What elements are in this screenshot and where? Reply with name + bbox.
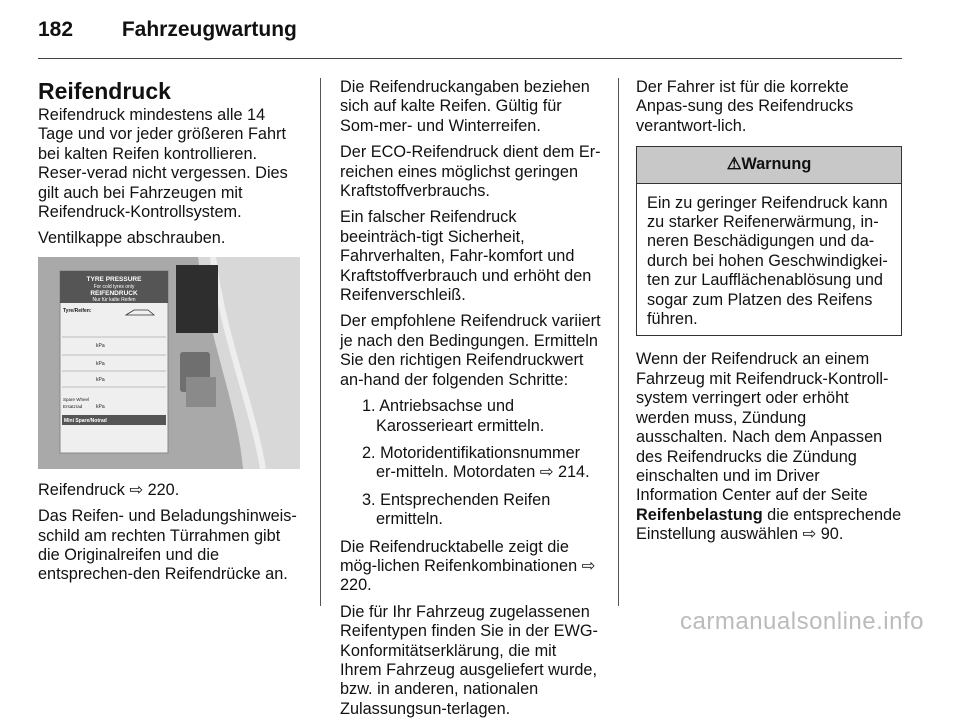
paragraph: Reifendruck mindestens alle 14 Tage und vor jeder größeren Fahrt bei kalten Reifen kontrollieren. Reser-verad nicht vergessen. Dies gilt auch bei Fahrzeugen mit Reifendruck-Kontrollsystem. <box>38 106 288 222</box>
paragraph: Der empfohlene Reifendruck variiert je nach den Bedingungen. Ermitteln Sie den richtigen Reifendruckwert an-hand der folgenden Schritte: <box>340 312 601 389</box>
page-header <box>38 18 297 42</box>
label-text: For cold tyres only <box>93 283 135 290</box>
label-text: Tyre/Reifen: <box>63 307 92 314</box>
label-text: Ersatzrad <box>63 403 83 409</box>
label-text: kPa <box>96 376 105 383</box>
list-item: 1. Antriebsachse und Karosserieart ermitteln. <box>362 397 545 435</box>
paragraph-text: die entsprechende Einstellung auswählen ⇨ 90. <box>636 505 902 544</box>
label-text: Mini Spare/Notrad <box>64 417 107 424</box>
tyre-pressure-label-photo <box>38 257 300 469</box>
paragraph: Die Reifendruckangaben beziehen sich auf kalte Reifen. Gültig für Som-mer- und Winterreifen. <box>340 78 590 135</box>
list-item: 2. Motoridentifikationsnummer er-mitteln. Motordaten ⇨ 214. <box>362 443 590 482</box>
door-frame-illustration <box>38 257 300 469</box>
chapter-title: Fahrzeugwartung <box>121 18 297 41</box>
warning-text: Ein zu geringer Reifendruck kann zu starker Reifenerwärmung, in-neren Beschädigungen und da-durch bei hohen Geschwindigkei-ten zur Laufflächenablösung und sogar zum Platzen des Reifens führen. <box>647 193 888 329</box>
paragraph: Ein falscher Reifendruck beeinträch-tigt Sicherheit, Fahrverhalten, Fahr-komfort und Kraftstoffverbrauch und erhöht den Reifenverschleiß. <box>340 208 592 305</box>
paragraph: Die Reifendrucktabelle zeigt die mög-lichen Reifenkombinationen ⇨ 220. <box>340 537 596 595</box>
paragraph: Reifendruck ⇨ 220. <box>38 480 180 499</box>
label-text: TYRE PRESSURE <box>86 275 142 283</box>
label-text: Nur für kalte Reifen <box>92 296 136 303</box>
warning-box <box>636 146 902 336</box>
section-heading: Reifendruck <box>38 78 171 104</box>
paragraph: Der ECO-Reifendruck dient dem Er-reichen eines möglichst geringen Kraftstoffverbrauchs. <box>340 143 601 201</box>
label-text: kPa <box>96 360 105 367</box>
column-divider <box>618 78 619 606</box>
paragraph <box>636 350 902 544</box>
menu-reference: Reifenbelastung <box>636 505 763 524</box>
column-3 <box>636 78 902 552</box>
watermark: carmanualsonline.info <box>680 608 924 635</box>
paragraph: Der Fahrer ist für die korrekte Anpas-sung des Reifendrucks verantwort-lich. <box>636 78 854 135</box>
paragraph: Das Reifen- und Beladungshinweis-schild am rechten Türrahmen gibt die Originalreifen und die entsprechen-den Reifendrücke an. <box>38 507 297 584</box>
label-text: Spare Wheel <box>63 396 90 402</box>
label-text: kPa <box>96 403 105 410</box>
column-1 <box>38 78 300 592</box>
list-item: 3. Entsprechenden Reifen ermitteln. <box>362 490 551 529</box>
column-2 <box>340 78 602 726</box>
page-number: 182 <box>38 18 74 41</box>
paragraph-text: Wenn der Reifendruck an einem Fahrzeug mit Reifendruck-Kontroll-system verringert oder erhöht werden muss, Zündung ausschalten. Nach dem Anpassen des Reifendrucks die Zündung einschalten und im Driver Information Center auf der Seite <box>636 350 889 505</box>
label-text: REIFENDRUCK <box>90 289 138 297</box>
paragraph: Die für Ihr Fahrzeug zugelassenen Reifentypen finden Sie in der EWG-Konformitätserklärung, die mit Ihrem Fahrzeug ausgeliefert wurde, bzw. in anderen, nationalen Zulassungsun-terlagen. <box>340 602 598 718</box>
warning-title: ⚠Warnung <box>637 147 901 183</box>
header-rule <box>38 58 902 59</box>
label-text: kPa <box>96 342 105 349</box>
paragraph: Ventilkappe abschrauben. <box>38 229 226 248</box>
column-divider <box>320 78 321 606</box>
